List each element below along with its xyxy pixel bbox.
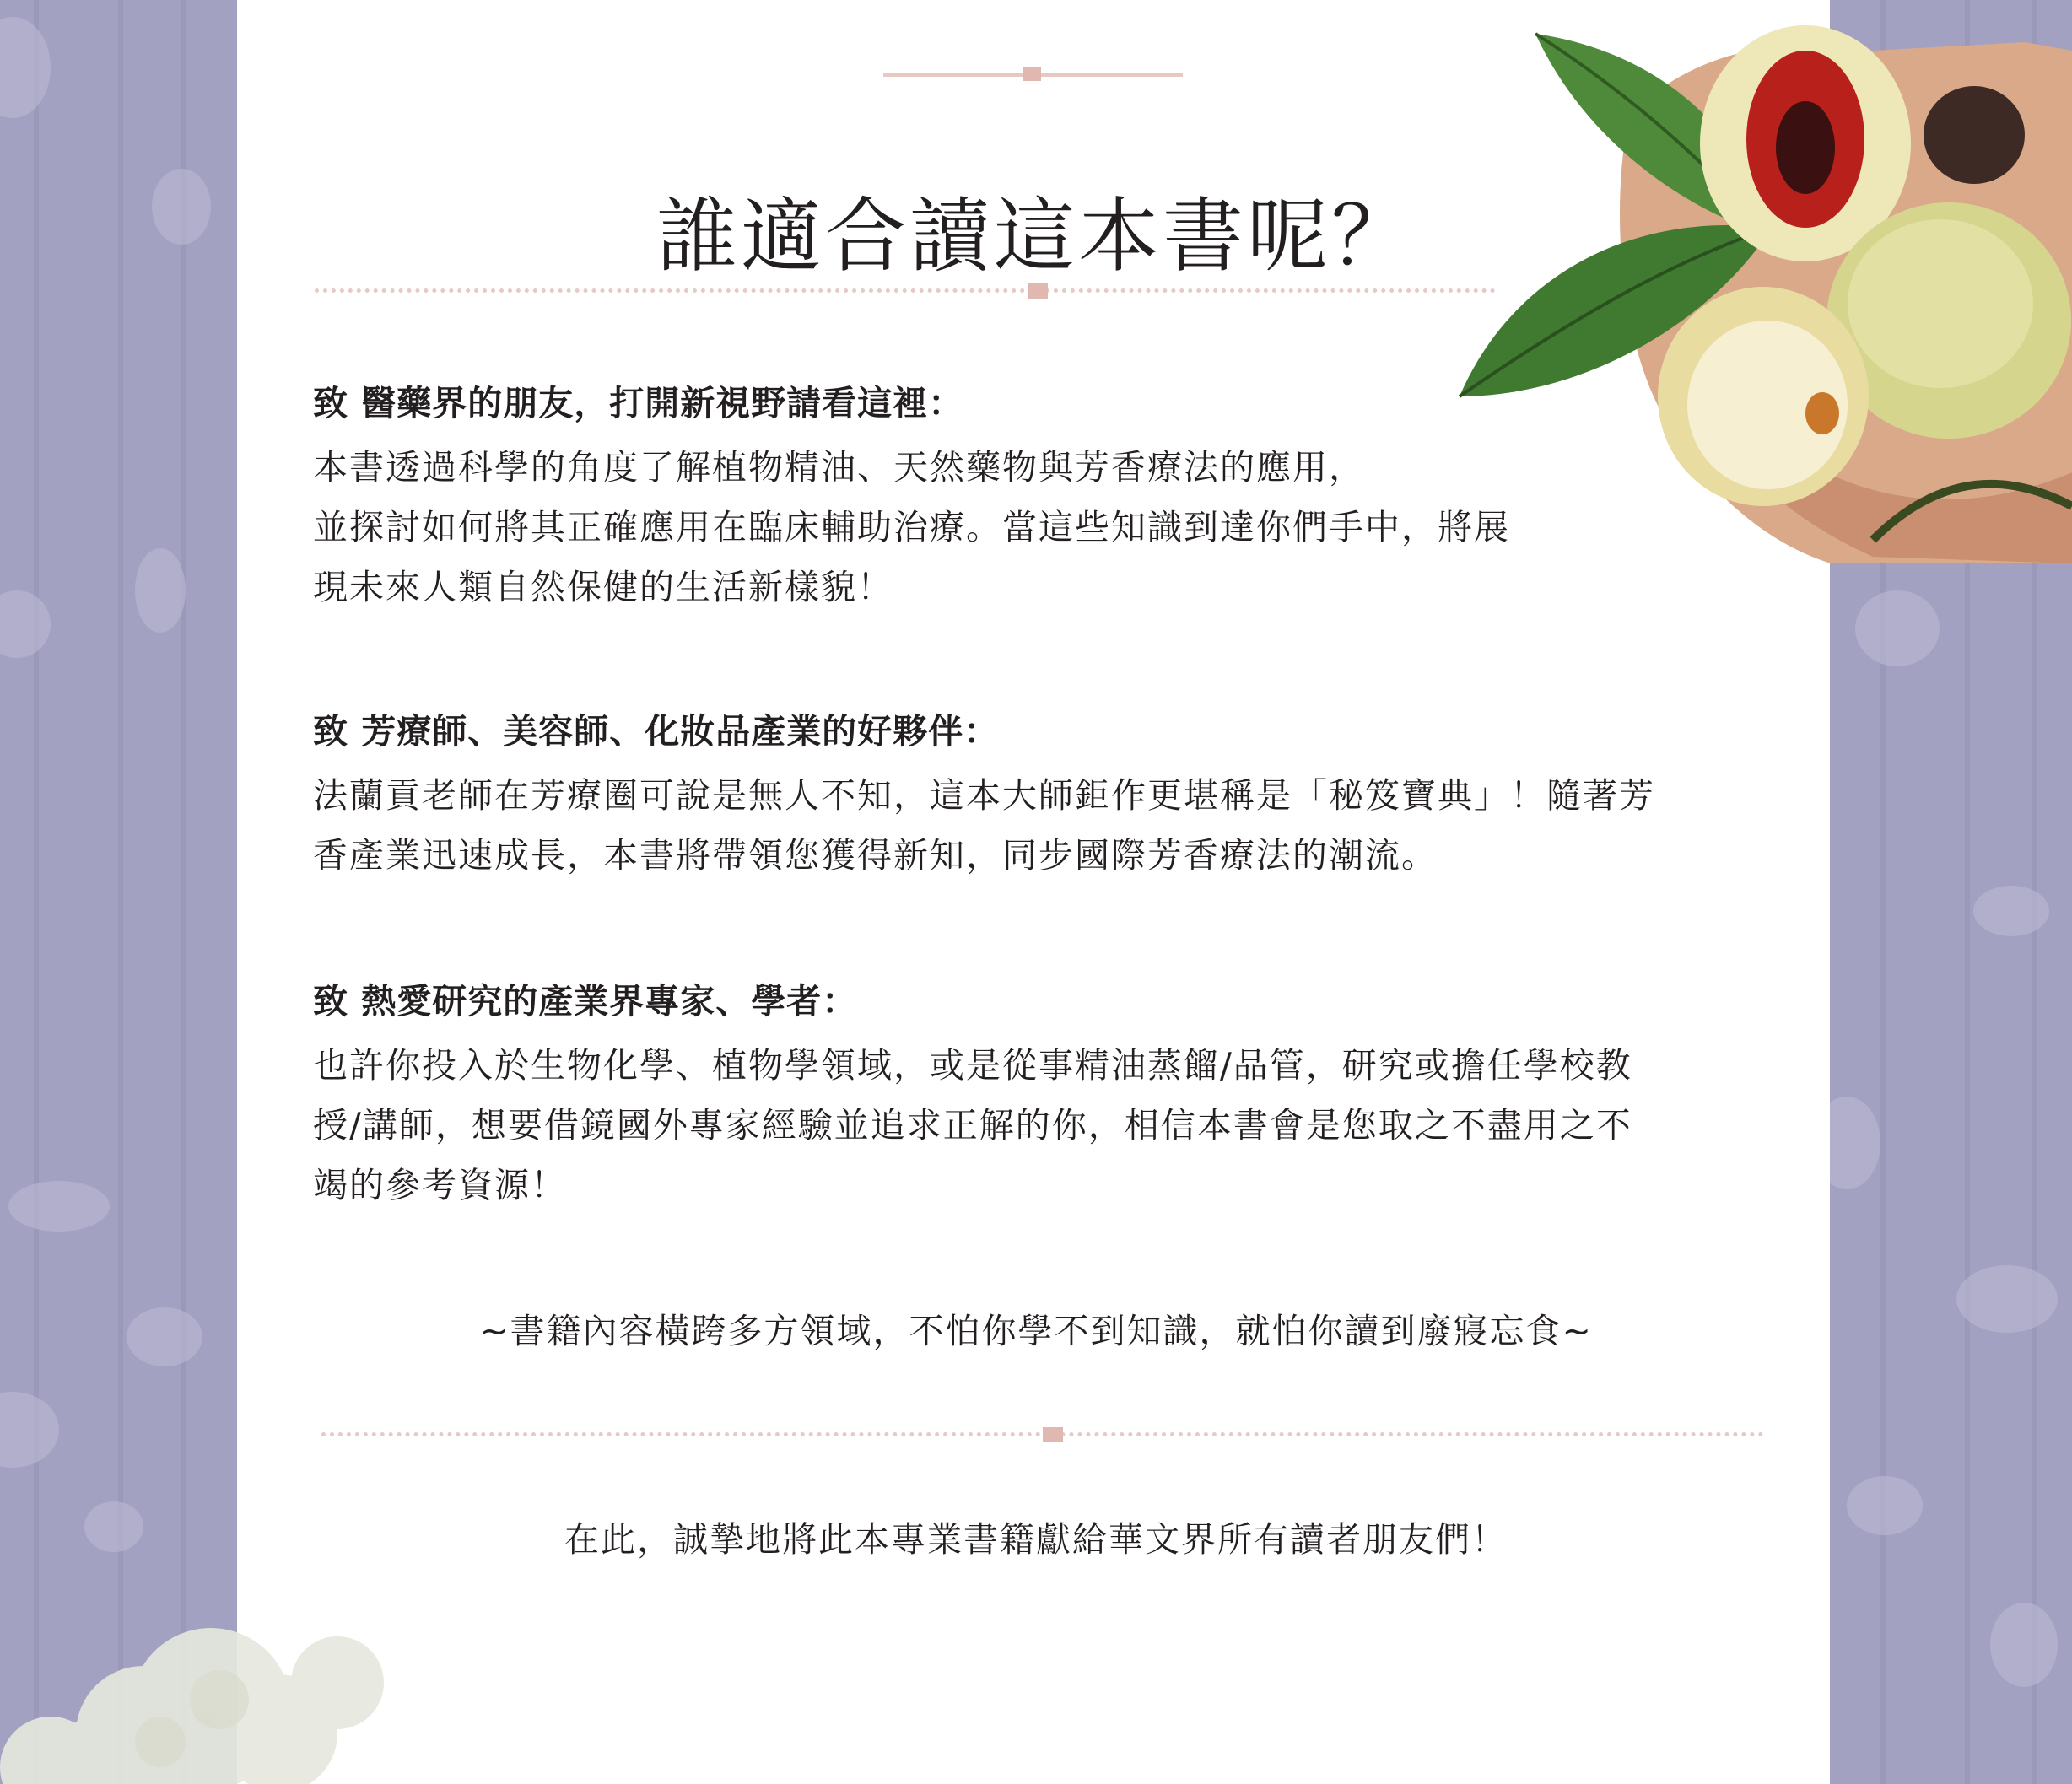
title-divider — [315, 288, 1496, 293]
section-body-research — [313, 1036, 1632, 1215]
top-ornament-line — [883, 73, 1183, 77]
section-title-medical: 致 醫藥界的朋友，打開新視野請看這裡： — [313, 383, 964, 423]
body-line: 法蘭貢老師在芳療圈可說是無人不知，這本大師鉅作更堪稱是「秘笈寶典」！隨著芳 — [313, 775, 1655, 816]
bottom-divider — [321, 1432, 1764, 1436]
ornament-square — [1023, 67, 1041, 81]
dedication-text: 在此，誠摯地將此本專業書籍獻給華文界所有讀者朋友們！ — [564, 1519, 1508, 1560]
section-body-aromatherapy — [313, 766, 1655, 886]
page-title: 誰適合讀這本書呢？ — [656, 189, 1416, 283]
divider-square — [1028, 283, 1048, 299]
body-line: 竭的參考資源！ — [313, 1165, 567, 1205]
section-title-aromatherapy: 致 芳療師、美容師、化妝品產業的好夥伴： — [313, 711, 1000, 752]
body-line: 現未來人類自然保健的生活新樣貌！ — [313, 567, 893, 607]
tagline: ~書籍內容橫跨多方領域，不怕你學不到知識，就怕你讀到廢寢忘食~ — [479, 1311, 1593, 1351]
section-title-research: 致 熱愛研究的產業界專家、學者： — [313, 981, 858, 1021]
body-line: 並探討如何將其正確應用在臨床輔助治療。當這些知識到達你們手中，將展 — [313, 507, 1510, 547]
body-line: 香產業迅速成長，本書將帶領您獲得新知，同步國際芳香療法的潮流。 — [313, 835, 1438, 876]
body-line: 授/講師，想要借鏡國外專家經驗並追求正解的你，相信本書會是您取之不盡用之不 — [313, 1105, 1632, 1145]
faded-flower-decoration — [0, 1607, 422, 1784]
body-line: 也許你投入於生物化學、植物學領域，或是從事精油蒸餾/品管，研究或擔任學校教 — [313, 1045, 1632, 1086]
section-body-medical — [313, 438, 1510, 617]
body-line: 本書透過科學的角度了解植物精油、天然藥物與芳香療法的應用， — [313, 447, 1365, 488]
divider-square — [1043, 1427, 1063, 1442]
